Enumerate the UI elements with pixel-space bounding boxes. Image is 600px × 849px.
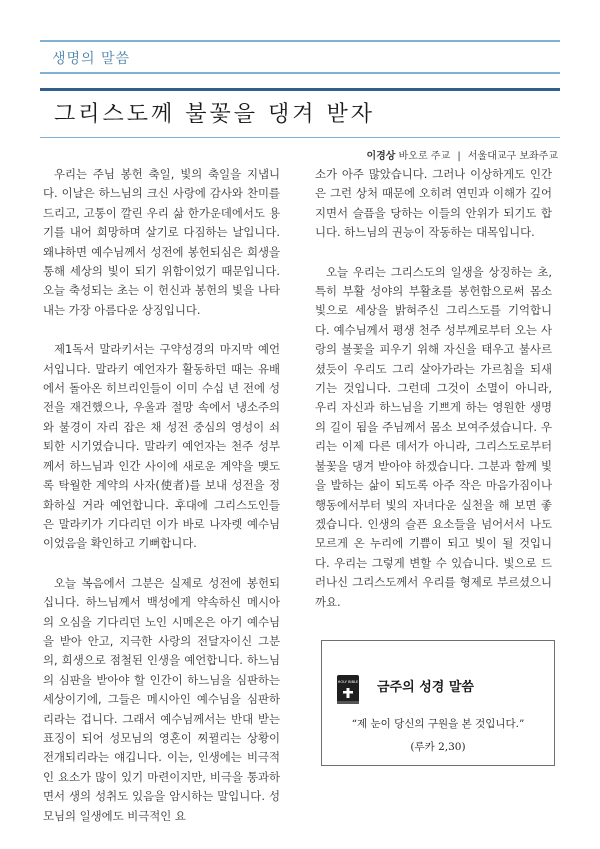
article-column-left [43, 165, 280, 846]
author-byline [366, 147, 558, 162]
paragraph: 오늘 복음에서 그분은 실제로 성전에 봉헌되십니다. 하느님께서 백성에게 약속하신 메시아의 오심을 기다리던 노인 시메온은 아기 예수님을 받아 안고, 지극한 사랑의 전달자이신 그분의, 희생으로 점철된 인생을 예언합니다. 하느님의 심판을 받아야 할 인간이 하느님을 심판하는 세상이기에, 그들은 메시아인 예수님을 심판하리라는 겁니다. 그래서 예수님께서는 반대 받는 표징이 되어 성모님의 영혼이 찌뀔리는 상황이 전개되리라는 얘깁니다. 이는, 인생에는 비극적인 요소가 많이 있기 마련이지만, 비극을 통과하면서 생의 성취도 있음을 암시하는 말입니다. 성모님의 일생에도 비극적인 요 [43, 575, 280, 823]
bible-icon [335, 674, 361, 706]
article-column-right [315, 165, 552, 632]
verse-reference: (루카 2,30) [410, 741, 466, 753]
paragraph: 오늘 우리는 그리스도의 일생을 상징하는 초, 특히 부활 성야의 부활초를 봉헌함으로써 몸소 빛으로 세상을 밝혀주신 그리스도를 기억합니다. 예수님께서 평생 천주 성부께로부터 오는 사랑의 불꽃을 피우기 위해 자신을 태우고 불사르셨듯이 우리도 그리 살아가라는 가르침을 되새기는 것입니다. 그런데 그것이 소멸이 아니라, 우리 자신과 하느님을 기쁘게 하는 영원한 생명의 길이 됨을 주님께서 몸소 보여주셨습니다. 우리는 이제 다른 데서가 아니라, 그리스도로부터 불꽃을 댕겨 받아야 하겠습니다. 그분과 함께 빛을 발하는 삶이 되도록 아주 작은 마음가짐이나 행동에서부터 빛의 자녀다운 실천을 해 보면 좋겠습니다. 인생의 슬픈 요소들을 넘어서서 나도 모르게 온 누리에 기쁨이 되고 빛이 될 것입니다. 우리는 그렇게 변할 수 있습니다. 빛으로 드러나신 그리스도께서 우리를 형제로 부르셨으니까요. [315, 264, 552, 609]
section-header [40, 40, 560, 74]
verse-quote: “제 눈이 당신의 구원을 본 것입니다.” [351, 718, 525, 730]
paragraph: 소가 아주 많았습니다. 그러나 이상하게도 인간은 그런 상처 때문에 오히려 연민과 이해가 깊어지면서 슬픔을 당하는 이들의 안위가 되기도 합니다. 하느님의 권능이 작동하는 대목입니다. [315, 167, 552, 240]
byline-separator: | [457, 151, 461, 162]
article-title: 그리스도께 불꽃을 댕겨 받자 [54, 102, 376, 127]
verse-box-title: 금주의 성경 말씀 [377, 680, 474, 695]
paragraph: 우리는 주님 봉헌 축일, 빛의 축일을 지냅니다. 이날은 하느님의 크신 사랑에 감사와 찬미를 드리고, 고통이 깔린 우리 삶 한가운데에서도 용기를 내어 희망하며 살기로 다짐하는 날입니다. 왜냐하면 예수님께서 성전에 봉헌되심은 희생을 통해 세상의 빛이 되기 위함이었기 때문입니다. 오늘 축성되는 초는 이 헌신과 봉헌의 빛을 나타내는 가장 아름다운 상징입니다. [43, 167, 280, 317]
author-position: 서울대교구 보좌주교 [467, 151, 558, 162]
paragraph: 제1독서 말라키서는 구약성경의 마지막 예언서입니다. 말라키 예언자가 활동하던 때는 유배에서 돌아온 히브리인들이 이미 수십 년 전에 성전을 재건했으나, 우울과 절망 속에서 냉소주의와 불경이 자리 잡은 채 성전 중심의 영성이 쇠퇴한 시기였습니다. 말라키 예언자는 천주 성부께서 하느님과 인간 사이에 새로운 계약을 맺도록 탁월한 계약의 사자(使者)를 보내 성전을 정화하실 거라 예언합니다. 후대에 그리스도인들은 말라키가 기다리던 이가 바로 나자렛 예수님이었음을 확인하고 기뻐합니다. [43, 342, 280, 551]
section-label: 생명의 말씀 [52, 51, 131, 67]
bible-icon-label: HOLY BIBLE [337, 680, 359, 684]
author-title: 바오로 주교 [398, 151, 451, 162]
author-name: 이경상 [366, 151, 396, 162]
article-title-bar [40, 88, 560, 138]
weekly-verse-box [321, 640, 555, 766]
